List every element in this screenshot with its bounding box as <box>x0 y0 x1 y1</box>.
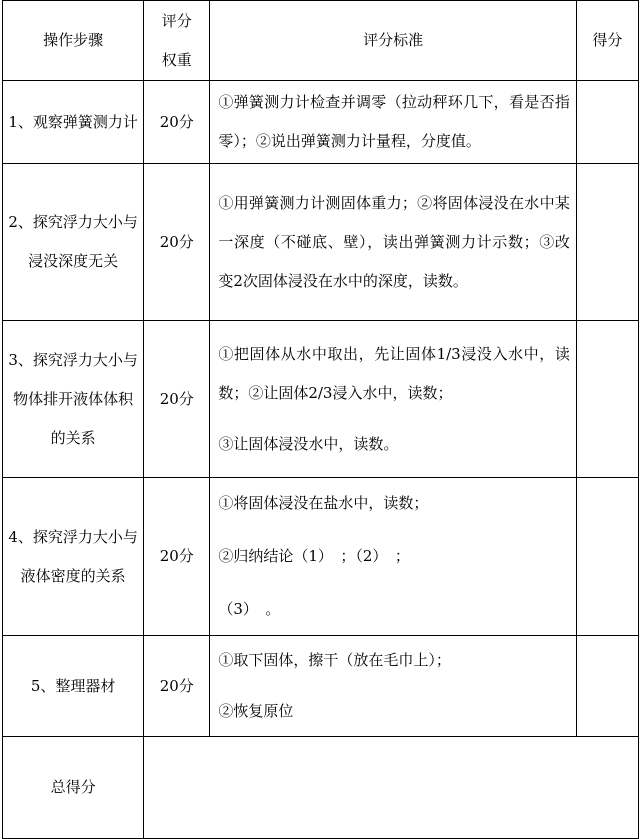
step-cell: 4、探究浮力大小与液体密度的关系 <box>3 478 144 636</box>
scoring-table <box>2 0 639 839</box>
score-cell <box>576 321 638 478</box>
criteria-spacer <box>218 413 570 425</box>
header-weight-line2: 权重 <box>161 50 192 69</box>
criteria-cell <box>210 164 577 321</box>
step-cell: 3、探究浮力大小与物体排开液体体积的关系 <box>3 321 144 478</box>
criteria-cell <box>210 478 577 636</box>
weight-cell: 20分 <box>144 164 210 321</box>
score-cell <box>576 636 638 737</box>
criteria-text: ②归纳结论（1） ；（2） ； <box>218 547 410 565</box>
criteria-text: ③让固体浸没水中，读数。 <box>218 434 399 453</box>
header-weight-line1: 评分 <box>161 11 192 30</box>
criteria-text: ①将固体浸没在盐水中，读数； <box>218 494 429 512</box>
weight-cell: 20分 <box>144 636 210 737</box>
score-cell <box>576 81 638 164</box>
total-row <box>3 737 639 839</box>
table-row <box>3 636 639 737</box>
criteria-text: （3） 。 <box>218 600 281 618</box>
criteria-cell <box>210 321 577 478</box>
header-criteria: 评分标准 <box>210 1 577 81</box>
criteria-text: ②恢复原位 <box>218 702 294 720</box>
table-row <box>3 164 639 321</box>
table-row <box>3 81 639 164</box>
criteria-text: ①弹簧测力计检查并调零（拉动秤环几下，看是否指零）；②说出弹簧测力计量程，分度值。 <box>218 93 570 150</box>
total-value <box>144 737 639 839</box>
step-cell: 5、整理器材 <box>3 636 144 737</box>
weight-cell: 20分 <box>144 321 210 478</box>
header-score: 得分 <box>576 1 638 81</box>
weight-cell: 20分 <box>144 81 210 164</box>
table-row <box>3 478 639 636</box>
step-cell: 2、探究浮力大小与浸没深度无关 <box>3 164 144 321</box>
criteria-text: ①把固体从水中取出，先让固体1/3浸没入水中，读数；②让固体2/3浸入水中，读数； <box>218 344 570 402</box>
criteria-spacer <box>218 680 570 692</box>
step-cell: 1、观察弹簧测力计 <box>3 81 144 164</box>
header-row <box>3 1 639 81</box>
score-cell <box>576 478 638 636</box>
criteria-spacer <box>218 523 570 537</box>
header-step: 操作步骤 <box>3 1 144 81</box>
table-row <box>3 321 639 478</box>
criteria-text: ①用弹簧测力计测固体重力；②将固体浸没在水中某一深度（不碰底、壁），读出弹簧测力计示数；③改变2次固体浸没在水中的深度，读数。 <box>218 193 570 290</box>
header-weight <box>144 1 210 81</box>
criteria-cell <box>210 81 577 164</box>
criteria-spacer <box>218 576 570 590</box>
score-cell <box>576 164 638 321</box>
total-label: 总得分 <box>3 737 144 839</box>
criteria-cell <box>210 636 577 737</box>
criteria-text: ①取下固体，擦干（放在毛巾上）； <box>218 651 451 669</box>
weight-cell: 20分 <box>144 478 210 636</box>
